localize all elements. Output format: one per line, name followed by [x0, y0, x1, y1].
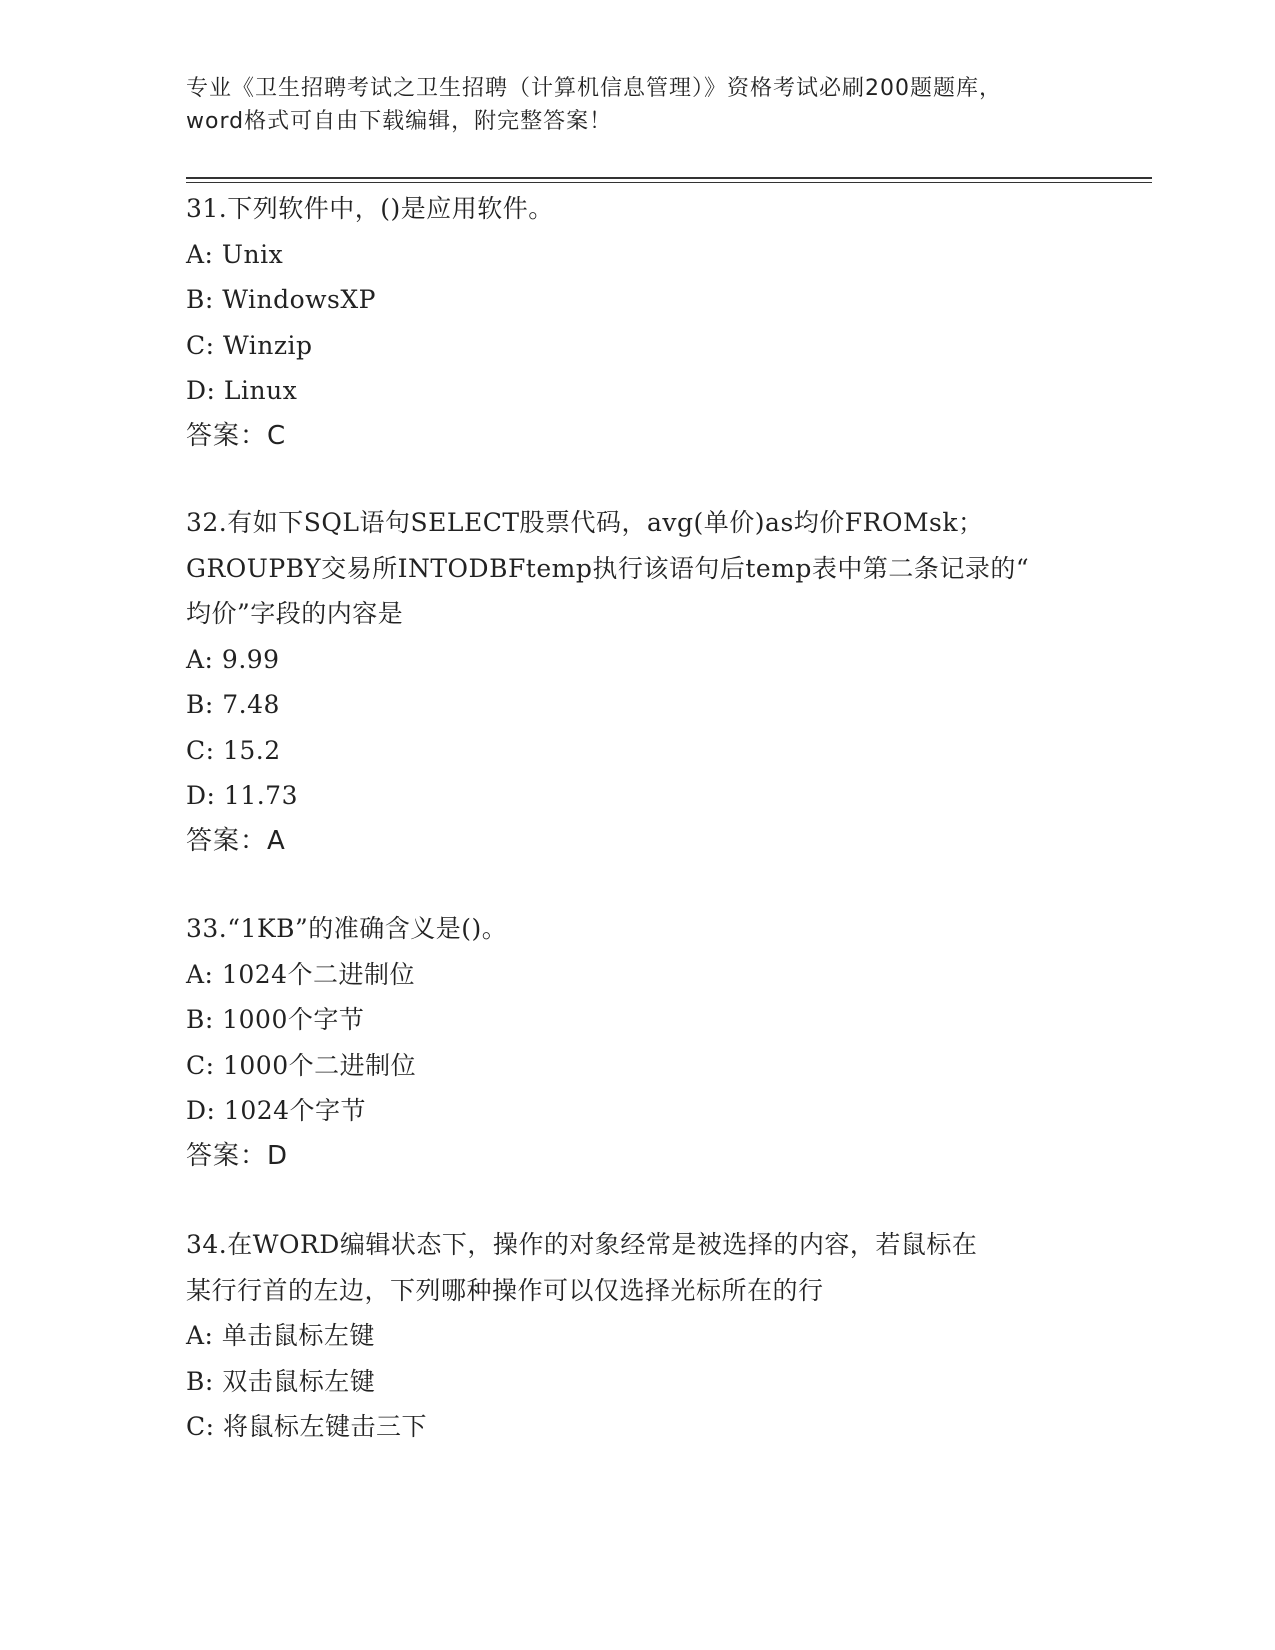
header-divider-thin: [186, 182, 1152, 183]
option-b: B: 7.48: [186, 690, 280, 719]
header-line-2: word格式可自由下载编辑，附完整答案！: [186, 109, 613, 134]
option-b: B: 双击鼠标左键: [186, 1366, 376, 1396]
option-d: D: 11.73: [186, 781, 298, 810]
option-c: C: Winzip: [186, 330, 313, 360]
option-a: A: Unix: [186, 239, 284, 269]
option-a: A: 单击鼠标左键: [186, 1321, 375, 1350]
option-c: C: 1000个二进制位: [186, 1050, 417, 1080]
question-stem: GROUPBY交易所INTODBFtemp执行该语句后temp表中第二条记录的“: [186, 553, 1030, 583]
option-b: B: 1000个字节: [186, 1005, 365, 1034]
question-stem: 34.在WORD编辑状态下，操作的对象经常是被选择的内容，若鼠标在: [186, 1230, 978, 1259]
header-divider: [186, 177, 1152, 179]
option-b: B: WindowsXP: [186, 285, 376, 314]
question-stem: 33.“1KB”的准确含义是()。: [186, 914, 508, 943]
question-stem: 32.有如下SQL语句SELECT股票代码，avg(单价)as均价FROMsk；: [186, 508, 984, 537]
document-header: [186, 72, 1086, 138]
header-line-1: 专业《卫生招聘考试之卫生招聘（计算机信息管理）》资格考试必刷200题题库，: [186, 76, 1002, 101]
option-a: A: 1024个二进制位: [186, 959, 416, 989]
option-a: A: 9.99: [186, 644, 280, 674]
question-31: [186, 186, 1086, 459]
question-stem: 某行行首的左边，下列哪种操作可以仅选择光标所在的行: [186, 1275, 824, 1305]
question-stem: 均价”字段的内容是: [186, 599, 404, 628]
option-c: C: 15.2: [186, 735, 281, 765]
question-33: [186, 906, 1086, 1179]
answer: 答案：D: [186, 1140, 289, 1171]
option-d: D: 1024个字节: [186, 1096, 367, 1125]
option-d: D: Linux: [186, 376, 298, 405]
option-c: C: 将鼠标左键击三下: [186, 1412, 427, 1441]
answer: 答案：C: [186, 420, 287, 451]
question-34: [186, 1222, 1086, 1450]
answer: 答案：A: [186, 825, 286, 856]
question-stem: 31.下列软件中，()是应用软件。: [186, 194, 554, 223]
question-32: [186, 500, 1086, 864]
